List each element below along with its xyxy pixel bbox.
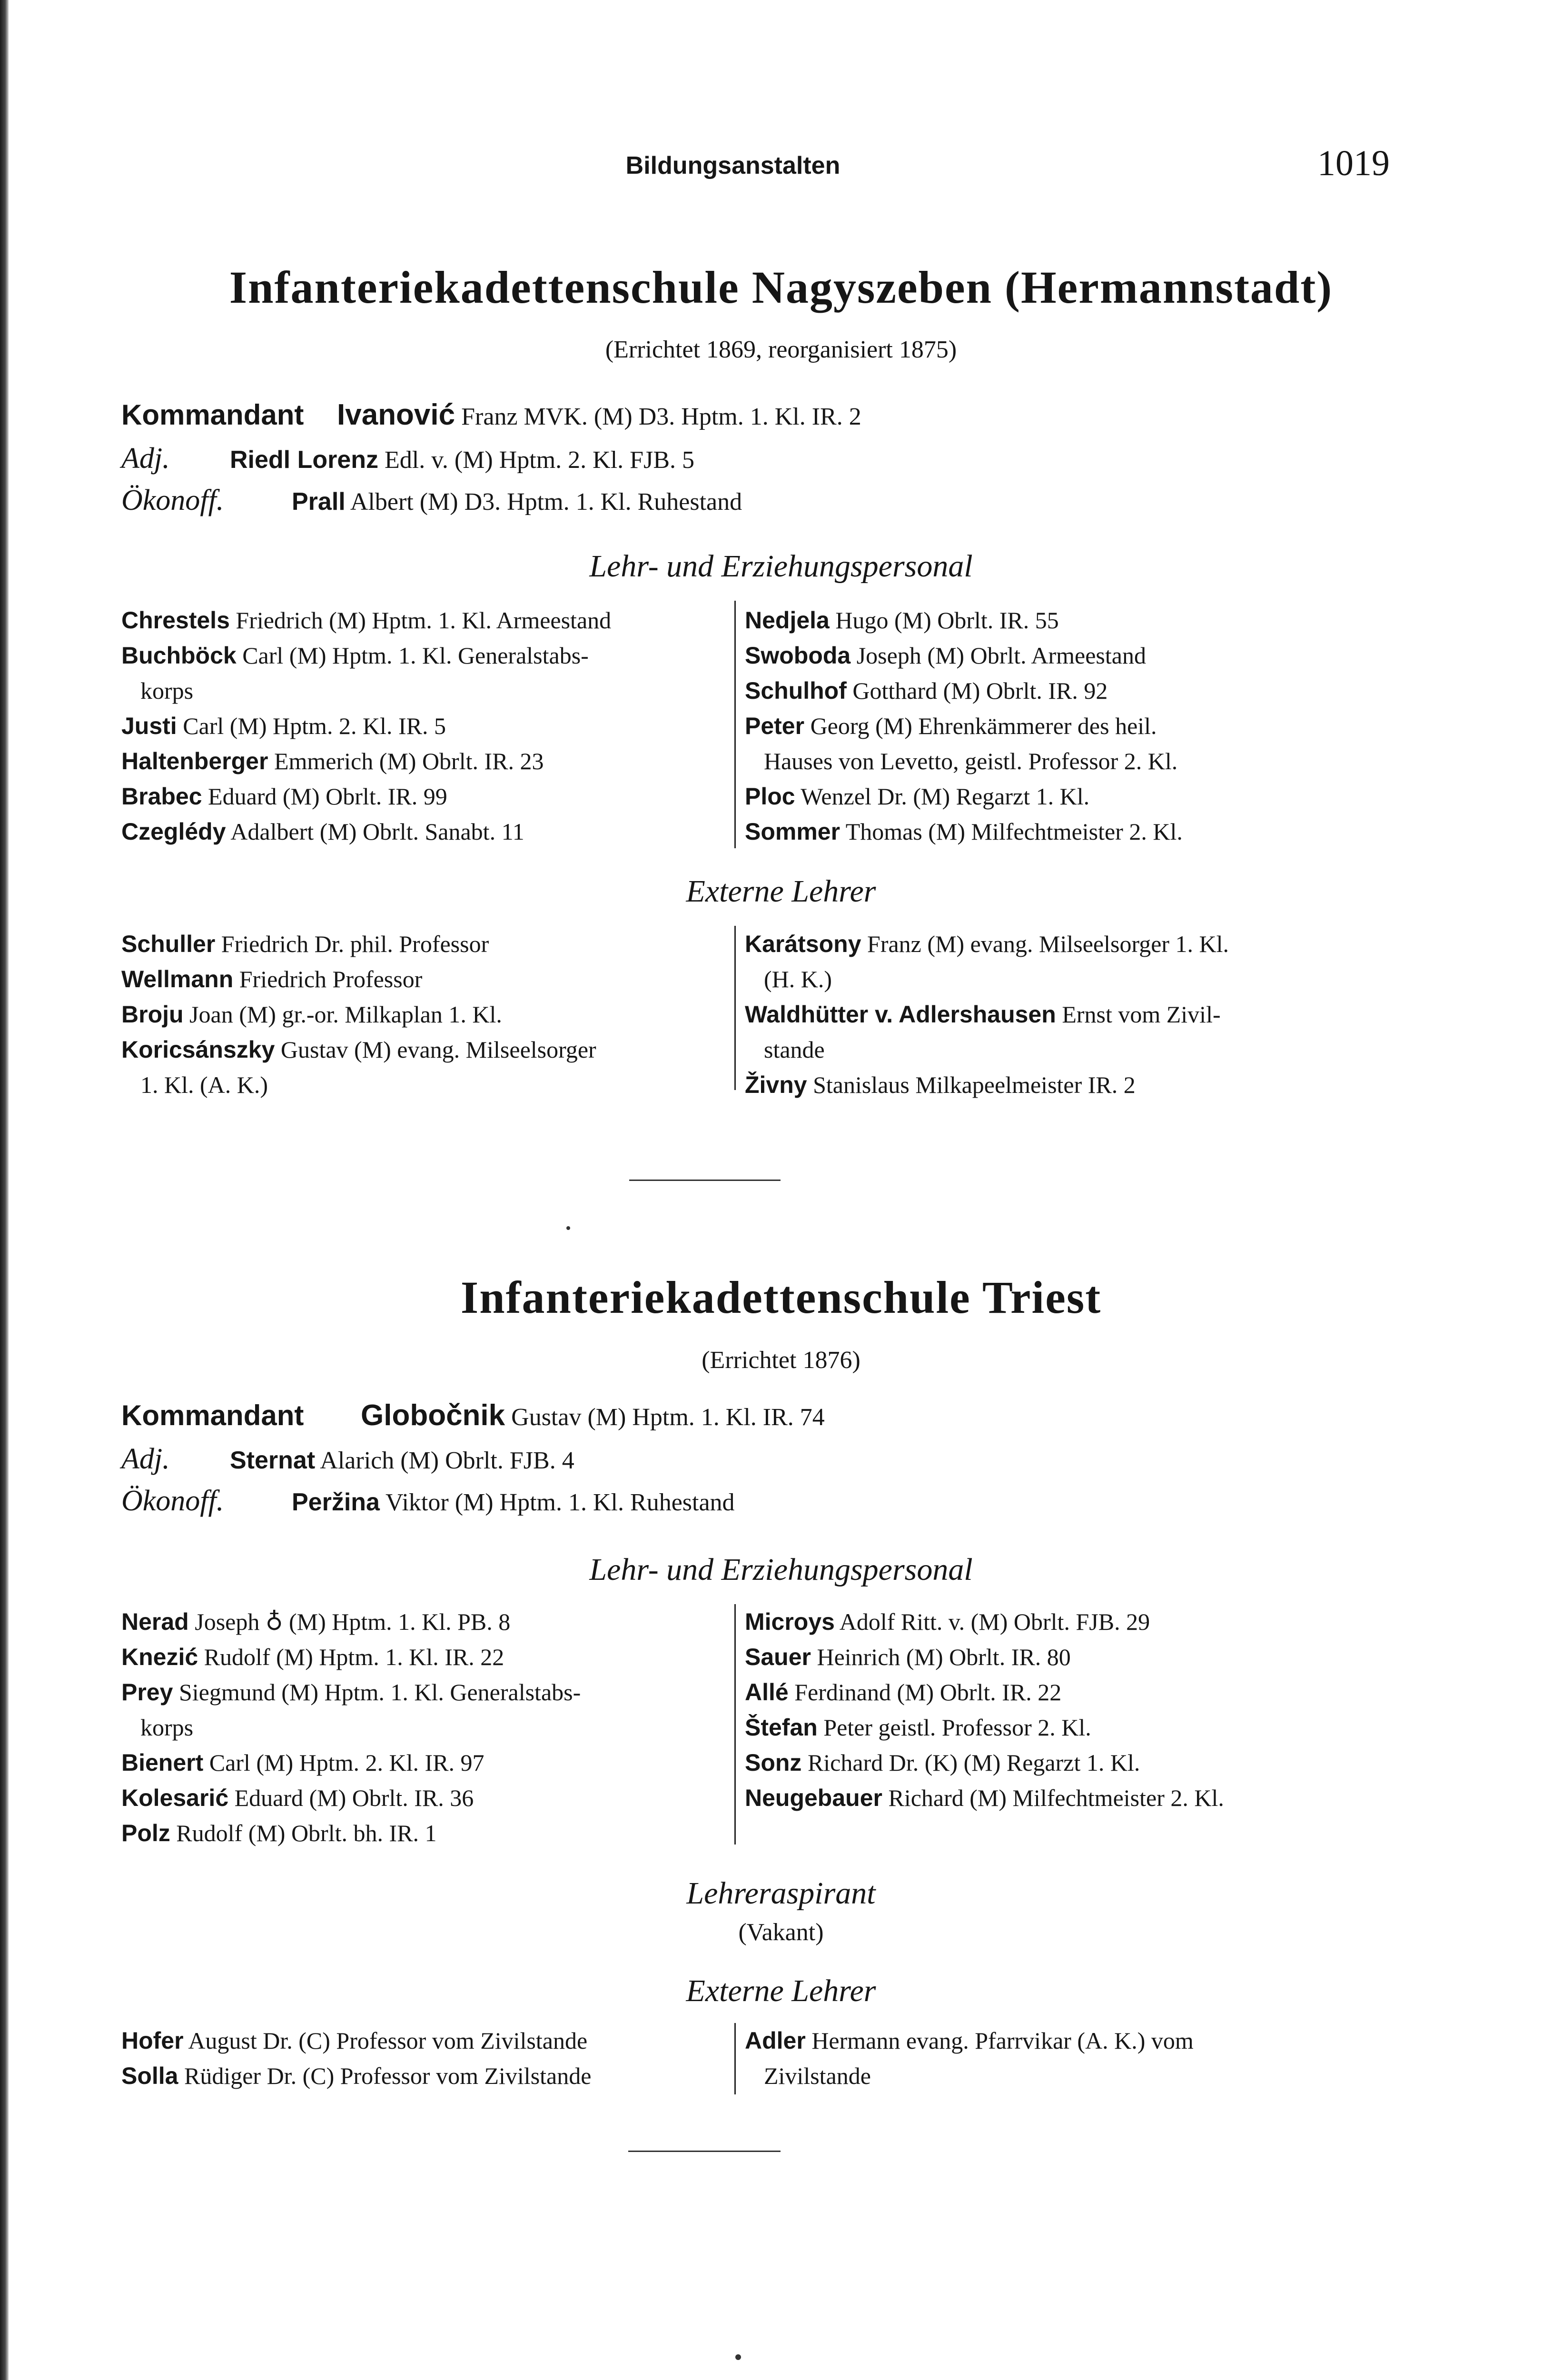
staff-name: Prall [292, 488, 346, 516]
list-item: Broju Joan (M) gr.-or. Milkaplan 1. Kl. [121, 1001, 502, 1028]
external-list-right [745, 2023, 1194, 2093]
list-item: Haltenberger Emmerich (M) Obrlt. IR. 23 [121, 748, 544, 774]
external-list-left [121, 2023, 591, 2093]
list-item: Brabec Eduard (M) Obrlt. IR. 99 [121, 783, 447, 810]
list-item: Prey Siegmund (M) Hptm. 1. Kl. Generalstabs- korps [121, 1679, 581, 1741]
list-item: Allé Ferdinand (M) Obrlt. IR. 22 [745, 1679, 1062, 1706]
subheading-personal-hermannstadt: Lehr- und Erziehungspersonal [589, 549, 973, 584]
list-item: Peter Georg (M) Ehrenkämmerer des heil. Hauses von Levetto, geistl. Professor 2. Kl. [745, 713, 1178, 774]
section-separator [628, 2151, 781, 2152]
list-item: Bienert Carl (M) Hptm. 2. Kl. IR. 97 [121, 1749, 484, 1776]
list-item: Štefan Peter geistl. Professor 2. Kl. [745, 1714, 1091, 1741]
staff-name: Peržina [292, 1488, 380, 1516]
staff-name: Riedl Lorenz [230, 446, 379, 474]
staff-row-kommandant [121, 1398, 825, 1432]
external-list-right [745, 926, 1229, 1102]
staff-row-adjutant [121, 1442, 574, 1476]
aspirant-note: (Vakant) [738, 1919, 824, 1946]
section-title-hermannstadt: Infanteriekadettenschule Nagyszeben (Hermannstadt) [229, 262, 1333, 313]
list-item: Hofer August Dr. (C) Professor vom Zivilstande [121, 2027, 588, 2054]
column-divider [734, 1604, 736, 1844]
list-item: Adler Hermann evang. Pfarrvikar (A. K.) vom Zivilstande [745, 2027, 1194, 2089]
subheading-aspirant: Lehreraspirant [686, 1876, 876, 1911]
subheading-personal-triest: Lehr- und Erziehungspersonal [589, 1552, 973, 1587]
section-note-triest: (Errichtet 1876) [702, 1347, 860, 1374]
role-label: Adj. [121, 442, 170, 475]
print-speck [735, 2354, 741, 2360]
list-item: Justi Carl (M) Hptm. 2. Kl. IR. 5 [121, 713, 446, 739]
print-speck [566, 1226, 570, 1230]
personal-list-right [745, 1604, 1224, 1815]
section-title-triest: Infanteriekadettenschule Triest [460, 1272, 1102, 1323]
list-item: Neugebauer Richard (M) Milfechtmeister 2. Kl. [745, 1785, 1224, 1811]
external-list-left [121, 926, 596, 1102]
staff-name: Ivanović [337, 398, 455, 431]
staff-details: Franz MVK. (M) D3. Hptm. 1. Kl. IR. 2 [461, 403, 861, 430]
list-item: Sommer Thomas (M) Milfechtmeister 2. Kl. [745, 818, 1183, 845]
role-label: Kommandant [121, 1399, 304, 1431]
column-divider [734, 2023, 736, 2094]
personal-list-left [121, 603, 611, 849]
staff-details: Alarich (M) Obrlt. FJB. 4 [320, 1447, 574, 1474]
staff-details: Viktor (M) Hptm. 1. Kl. Ruhestand [386, 1489, 735, 1516]
personal-list-left [121, 1604, 581, 1851]
staff-name: Sternat [230, 1447, 316, 1474]
staff-details: Gustav (M) Hptm. 1. Kl. IR. 74 [511, 1404, 825, 1431]
staff-row-kommandant [121, 398, 861, 432]
role-label: Ökonoff. [121, 1485, 224, 1517]
role-label: Adj. [121, 1443, 170, 1475]
list-item: Sonz Richard Dr. (K) (M) Regarzt 1. Kl. [745, 1749, 1140, 1776]
staff-details: Edl. v. (M) Hptm. 2. Kl. FJB. 5 [385, 446, 695, 474]
list-item: Kolesarić Eduard (M) Obrlt. IR. 36 [121, 1785, 474, 1811]
list-item: Karátsony Franz (M) evang. Milseelsorger 1. Kl. (H. K.) [745, 931, 1229, 992]
column-divider [734, 926, 736, 1090]
page-number: 1019 [1317, 143, 1390, 183]
staff-details: Albert (M) D3. Hptm. 1. Kl. Ruhestand [350, 488, 742, 516]
role-label: Ökonoff. [121, 484, 224, 516]
list-item: Chrestels Friedrich (M) Hptm. 1. Kl. Armeestand [121, 607, 612, 634]
staff-row-oekonom [121, 1484, 735, 1518]
list-item: Ploc Wenzel Dr. (M) Regarzt 1. Kl. [745, 783, 1090, 810]
list-item: Polz Rudolf (M) Obrlt. bh. IR. 1 [121, 1820, 437, 1846]
list-item: Schulhof Gotthard (M) Obrlt. IR. 92 [745, 677, 1108, 704]
section-separator [629, 1180, 781, 1181]
list-item: Buchböck Carl (M) Hptm. 1. Kl. Generalstabs- korps [121, 642, 589, 704]
personal-list-right [745, 603, 1183, 849]
list-item: Waldhütter v. Adlershausen Ernst vom Zivil- stande [745, 1001, 1221, 1063]
column-divider [734, 601, 736, 848]
list-item: Nerad Joseph ♁ (M) Hptm. 1. Kl. PB. 8 [121, 1608, 511, 1635]
list-item: Nedjela Hugo (M) Obrlt. IR. 55 [745, 607, 1059, 634]
section-note-hermannstadt: (Errichtet 1869, reorganisiert 1875) [605, 336, 957, 363]
role-label: Kommandant [121, 399, 304, 431]
list-item: Wellmann Friedrich Professor [121, 966, 423, 992]
running-head: Bildungsanstalten [625, 152, 840, 179]
staff-row-adjutant [121, 442, 694, 476]
staff-name: Globočnik [361, 1399, 505, 1432]
staff-row-oekonom [121, 484, 742, 517]
subheading-external-triest: Externe Lehrer [686, 1973, 876, 2008]
list-item: Microys Adolf Ritt. v. (M) Obrlt. FJB. 29 [745, 1608, 1150, 1635]
list-item: Solla Rüdiger Dr. (C) Professor vom Zivilstande [121, 2063, 592, 2089]
list-item: Schuller Friedrich Dr. phil. Professor [121, 931, 489, 957]
list-item: Živny Stanislaus Milkapeelmeister IR. 2 [745, 1071, 1136, 1098]
subheading-external-hermannstadt: Externe Lehrer [686, 874, 876, 909]
list-item: Swoboda Joseph (M) Obrlt. Armeestand [745, 642, 1146, 669]
list-item: Sauer Heinrich (M) Obrlt. IR. 80 [745, 1644, 1071, 1670]
list-item: Knezić Rudolf (M) Hptm. 1. Kl. IR. 22 [121, 1644, 504, 1670]
list-item: Koricsánszky Gustav (M) evang. Milseelsorger 1. Kl. (A. K.) [121, 1036, 596, 1098]
list-item: Czeglédy Adalbert (M) Obrlt. Sanabt. 11 [121, 818, 524, 845]
